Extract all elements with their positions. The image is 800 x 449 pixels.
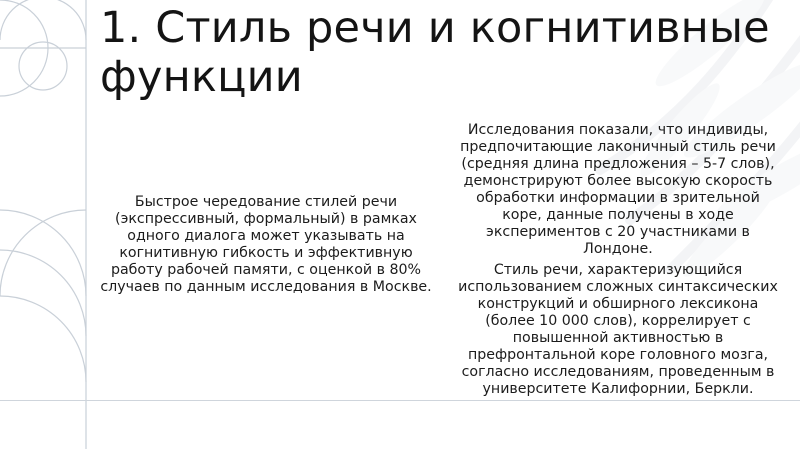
- circle-outline-icon: [19, 42, 67, 90]
- decorative-lines: [0, 0, 110, 449]
- slide-title: 1. Стиль речи и когнитивные функции: [100, 3, 770, 102]
- right-paragraph-top: Исследования показали, что индивиды, предпочитающие лаконичный стиль речи (средняя длина предложения – 5-7 слов), демонстрируют более высокую скорость обработки информации в зрительной коре, данные получены в ходе экспериментов с 20 участниками в Лондоне.: [460, 122, 776, 257]
- bottom-divider: [0, 400, 800, 401]
- left-paragraph: Быстрое чередование стилей речи (экспрессивный, формальный) в рамках одного диалога может указывать на когнитивную гибкость и эффективную работу рабочей памяти, с оценкой в 80% случаев по данным исследования в Москве.: [100, 194, 432, 295]
- right-paragraph-bottom: Стиль речи, характеризующийся использованием сложных синтаксических конструкций и обширного лексикона (более 10 000 слов), коррелирует с повышенной активностью в префронтальной коре головного мозга, согласно исследованиям, проведенным в университете Калифорнии, Беркли.: [458, 262, 778, 397]
